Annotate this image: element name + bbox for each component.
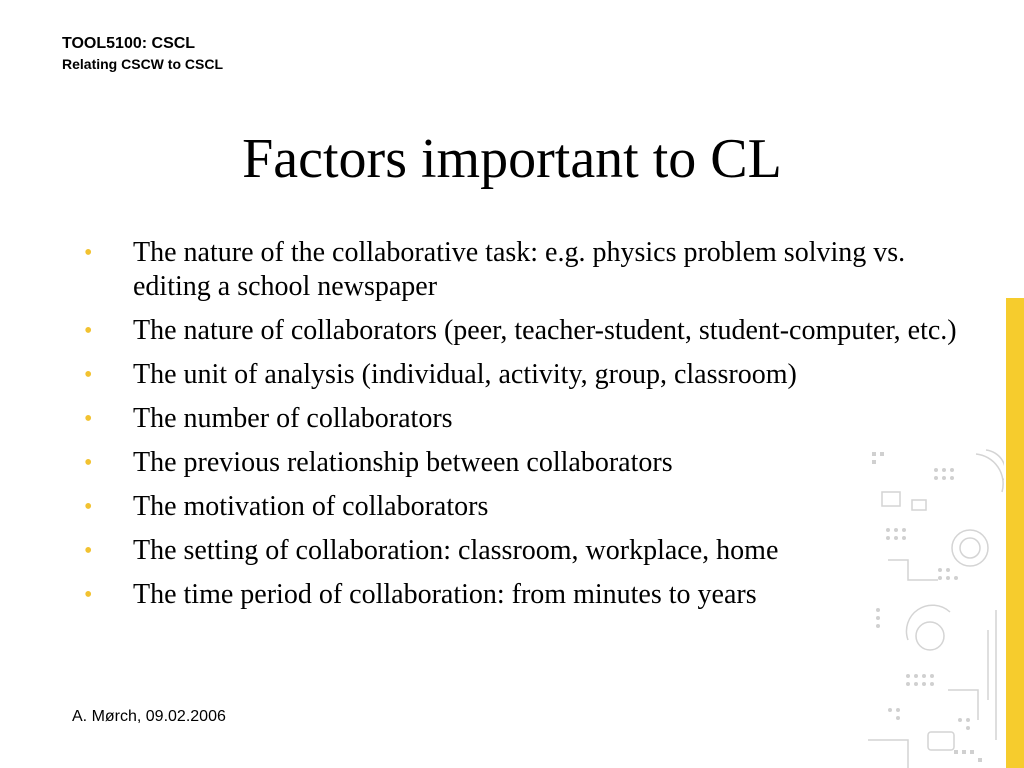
- bullet-text: The setting of collaboration: classroom, workplace, home: [133, 535, 779, 566]
- bullet-icon: •: [84, 582, 93, 608]
- bullet-text: The previous relationship between collaborators: [133, 447, 673, 478]
- circuit-decoration-icon: [868, 440, 1004, 768]
- bullet-icon: •: [84, 406, 93, 432]
- course-header: [62, 34, 223, 73]
- bullet-item: [78, 578, 958, 612]
- bullet-item: [78, 236, 958, 304]
- bullet-text: The number of collaborators: [133, 403, 453, 434]
- bullet-icon: •: [84, 240, 93, 266]
- bullet-list: [78, 236, 958, 622]
- slide-title: Factors important to CL: [242, 128, 782, 190]
- bullet-text: The time period of collaboration: from minutes to years: [133, 579, 757, 610]
- bullet-icon: •: [84, 362, 93, 388]
- footer-author-date: A. Mørch, 09.02.2006: [72, 708, 226, 725]
- bullet-item: [78, 402, 958, 436]
- bullet-item: [78, 314, 958, 348]
- bullet-text: The unit of analysis (individual, activity, group, classroom): [133, 359, 797, 390]
- bullet-text: The nature of the collaborative task: e.g. physics problem solving vs. editing a school newspaper: [133, 237, 906, 302]
- bullet-icon: •: [84, 494, 93, 520]
- course-subtitle: Relating CSCW to CSCL: [62, 56, 223, 72]
- bullet-item: [78, 358, 958, 392]
- bullet-item: [78, 446, 958, 480]
- bullet-item: [78, 534, 958, 568]
- accent-bar: [1006, 298, 1024, 768]
- bullet-icon: •: [84, 538, 93, 564]
- bullet-icon: •: [84, 450, 93, 476]
- bullet-item: [78, 490, 958, 524]
- course-code: TOOL5100: CSCL: [62, 35, 196, 52]
- bullet-text: The nature of collaborators (peer, teacher-student, student-computer, etc.): [133, 315, 957, 346]
- bullet-text: The motivation of collaborators: [133, 491, 489, 522]
- bullet-icon: •: [84, 318, 93, 344]
